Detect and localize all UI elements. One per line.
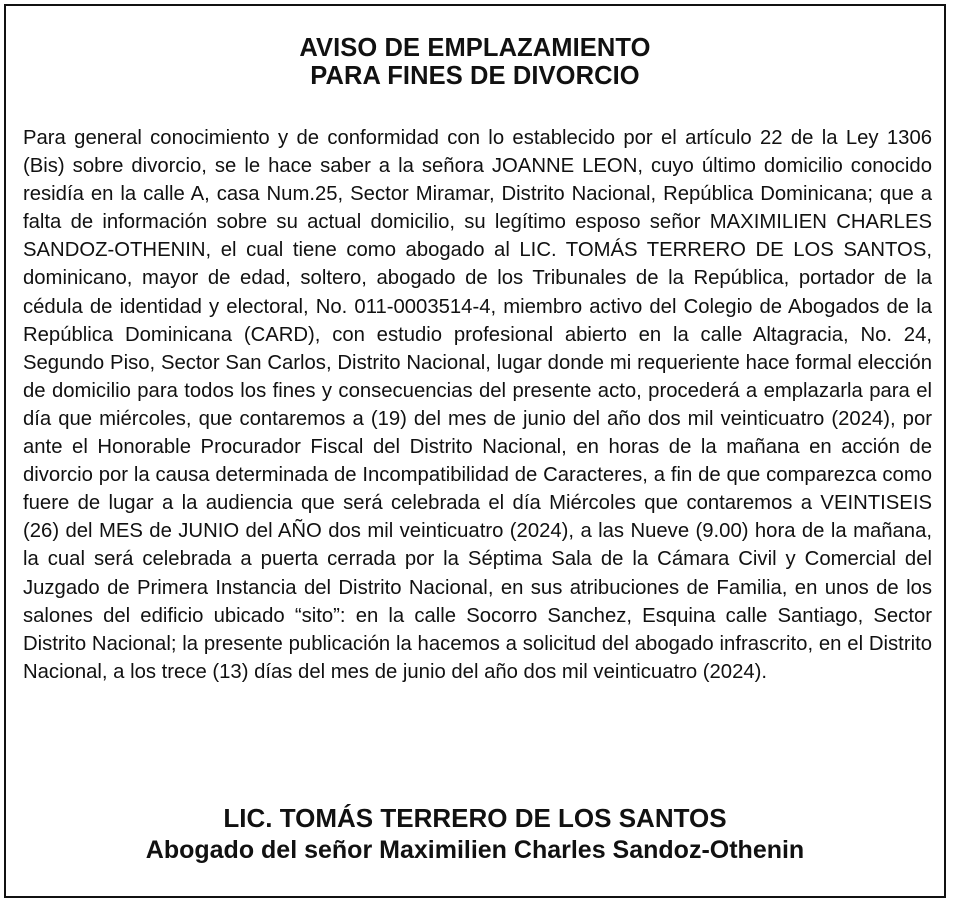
notice-title-line-2: PARA FINES DE DIVORCIO	[310, 62, 640, 90]
notice-body-text: Para general conocimiento y de conformidad con lo establecido por el artículo 22 de la Ley 1306 (Bis) sobre divorcio, se le hace saber a la señora JOANNE LEON, cuyo último domicilio conocido residía en la calle A, casa Num.25, Sector Miramar, Distrito Nacional, República Dominicana; que a falta de información sobre su actual domicilio, su legítimo esposo señor MAXIMILIEN CHARLES SANDOZ-OTHENIN, el cual tiene como abogado al LIC. TOMÁS TERRERO DE LOS SANTOS, dominicano, mayor de edad, soltero, abogado de los Tribunales de la República, portador de la cédula de identidad y electoral, No. 011-0003514-4, miembro activo del Colegio de Abogados de la República Dominicana (CARD), con estudio profesional abierto en la calle Altagracia, No. 24, Segundo Piso, Sector San Carlos, Distrito Nacional, lugar donde mi requeriente hace formal elección de domicilio para todos los fines y consecuencias del presente acto, procederá a emplazarla para el día que miércoles, que contaremos a (19) del mes de junio del año dos mil veinticuatro (2024), por ante el Honorable Procurador Fiscal del Distrito Nacional, en horas de la mañana en acción de divorcio por la causa determinada de Incompatibilidad de Caracteres, a fin de que comparezca como fuere de lugar a la audiencia que será celebrada el día Miércoles que contaremos a VEINTISEIS (26) del MES de JUNIO del AÑO dos mil veinticuatro (2024), a las Nueve (9.00) hora de la mañana, la cual será celebrada a puerta cerrada por la Séptima Sala de la Cámara Civil y Comercial del Juzgado de Primera Instancia del Distrito Nacional, en sus atribuciones de Familia, en unos de los salones del edificio ubicado “sito”: en la calle Socorro Sanchez, Esquina calle Santiago, Sector Distrito Nacional; la presente publicación la hacemos a solicitud del abogado infrascrito, en el Distrito Nacional, a los trece (13) días del mes de junio del año dos mil veinticuatro (2024).	[23, 127, 932, 683]
notice-title	[6, 34, 944, 90]
signature-block	[6, 802, 944, 866]
signature-name: LIC. TOMÁS TERRERO DE LOS SANTOS	[223, 803, 727, 833]
notice-frame	[4, 4, 946, 898]
signature-role: Abogado del señor Maximilien Charles Sandoz-Othenin	[145, 836, 805, 864]
notice-title-line-1: AVISO DE EMPLAZAMIENTO	[299, 34, 651, 62]
